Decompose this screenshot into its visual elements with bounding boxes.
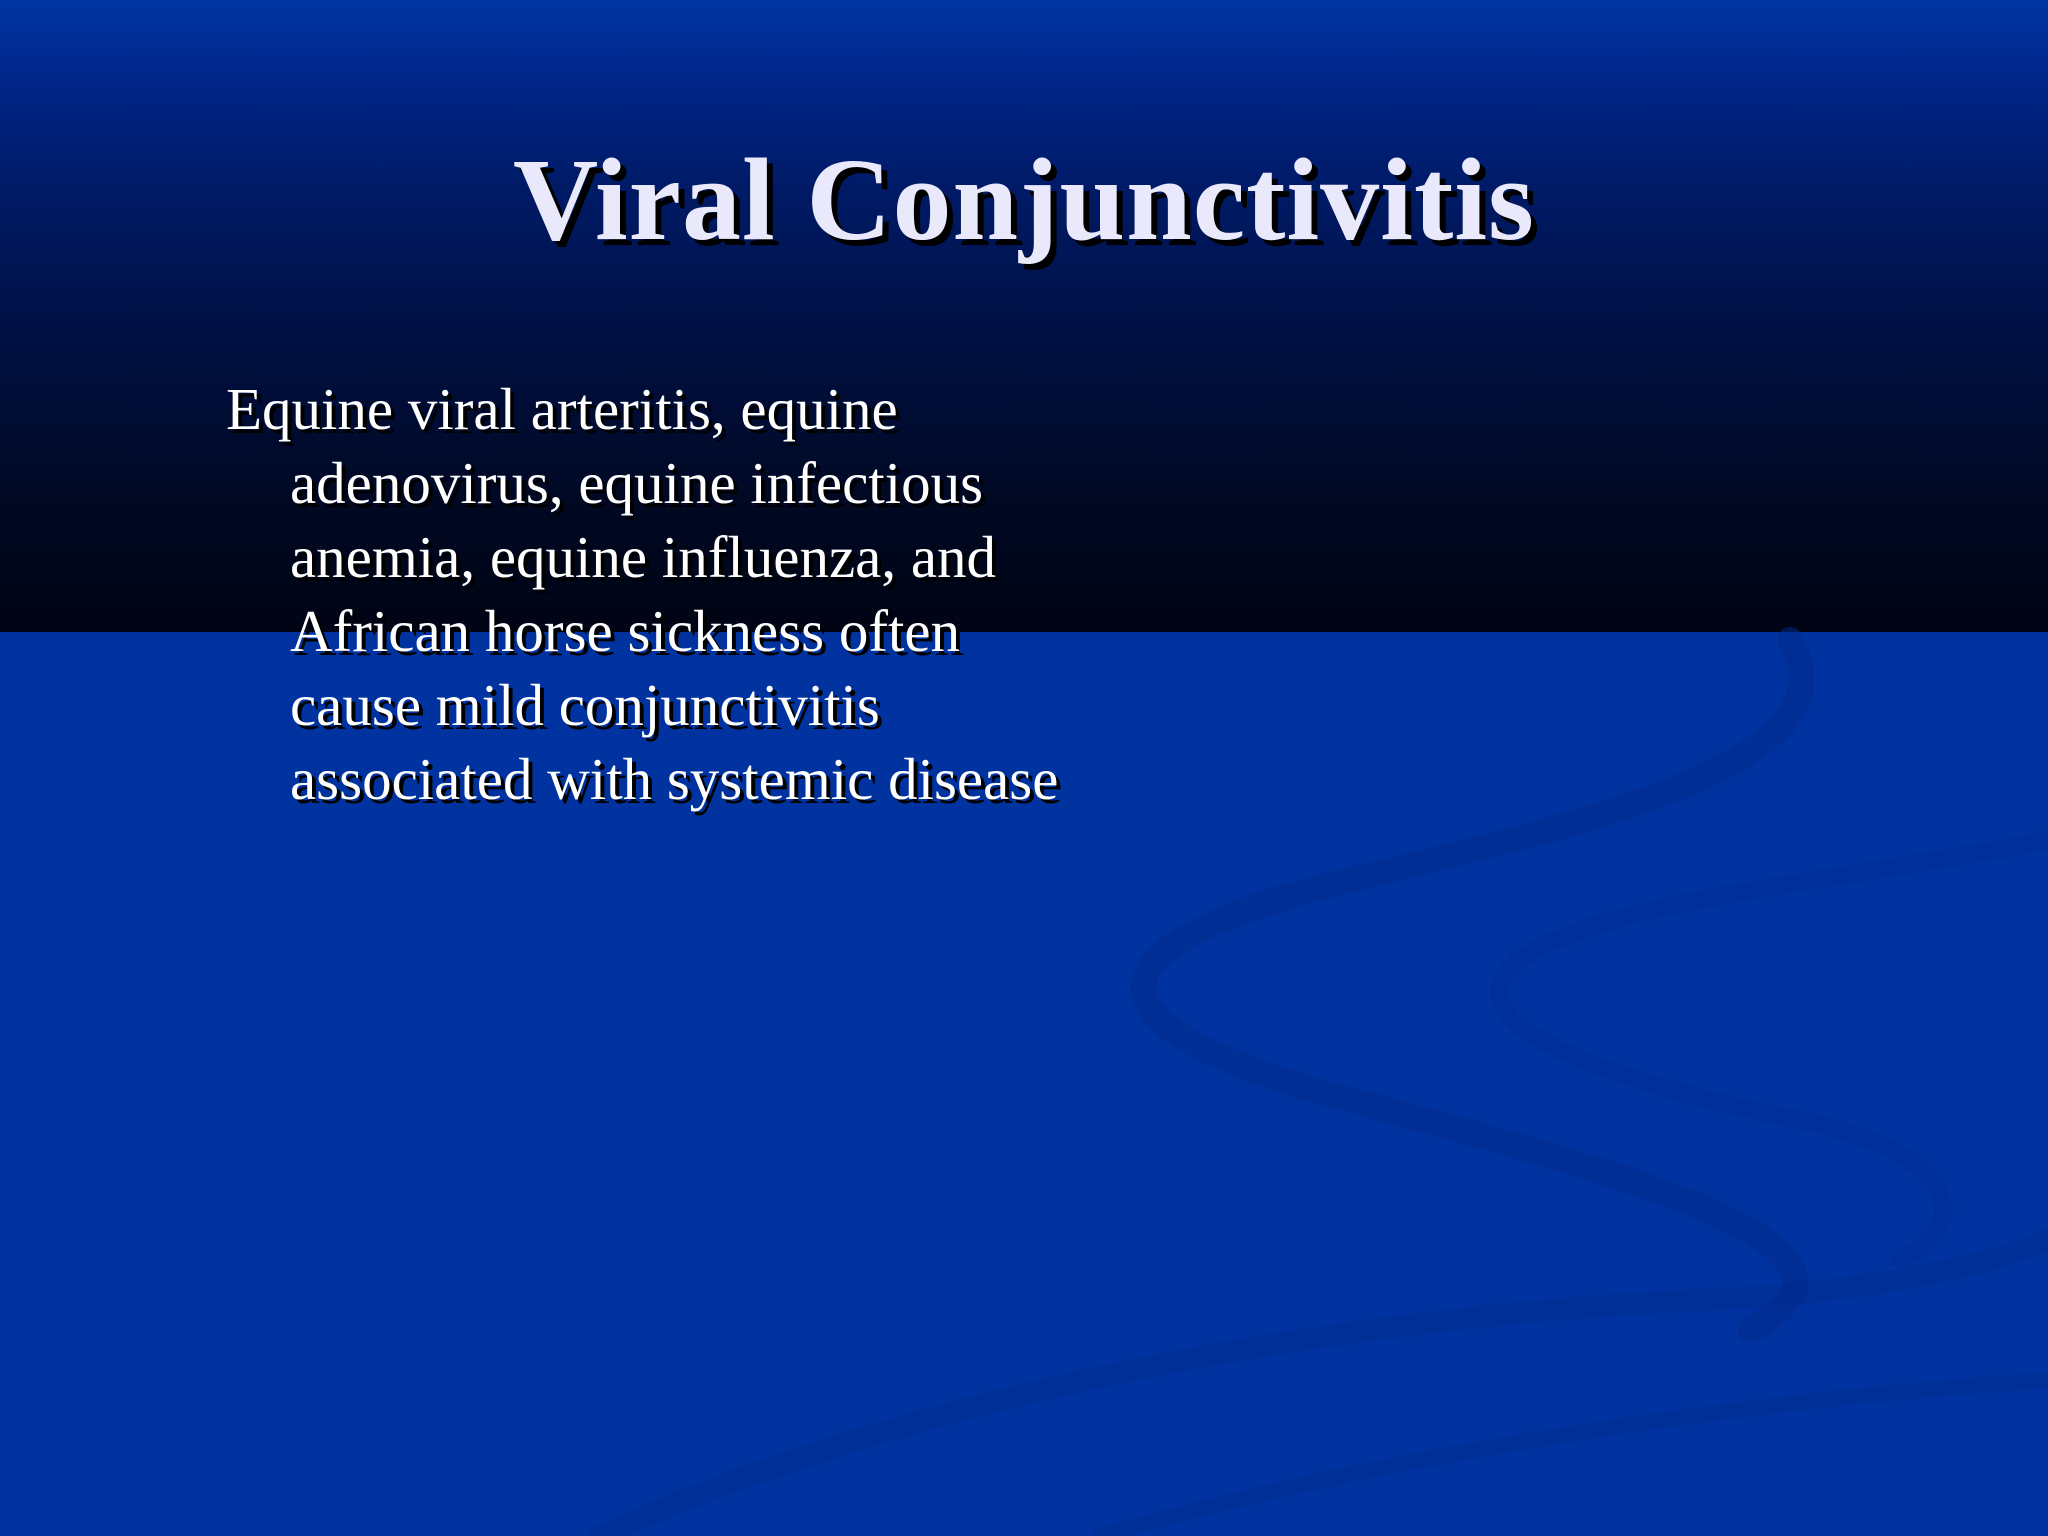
swirl-line-2 bbox=[1499, 840, 2048, 1260]
slide-body-text: Equine viral arteritis, equine adenovirus, equine infectious anemia, equine influenza, and African horse sickness often cause mild conjunctivitis associated with systemic disease bbox=[226, 376, 1059, 812]
swirl-line-3 bbox=[600, 1240, 2048, 1536]
slide-title: Viral Conjunctivitis bbox=[513, 134, 1535, 265]
swirl-line-4 bbox=[1100, 1380, 2048, 1536]
swirl-line-1 bbox=[1143, 640, 1801, 1330]
